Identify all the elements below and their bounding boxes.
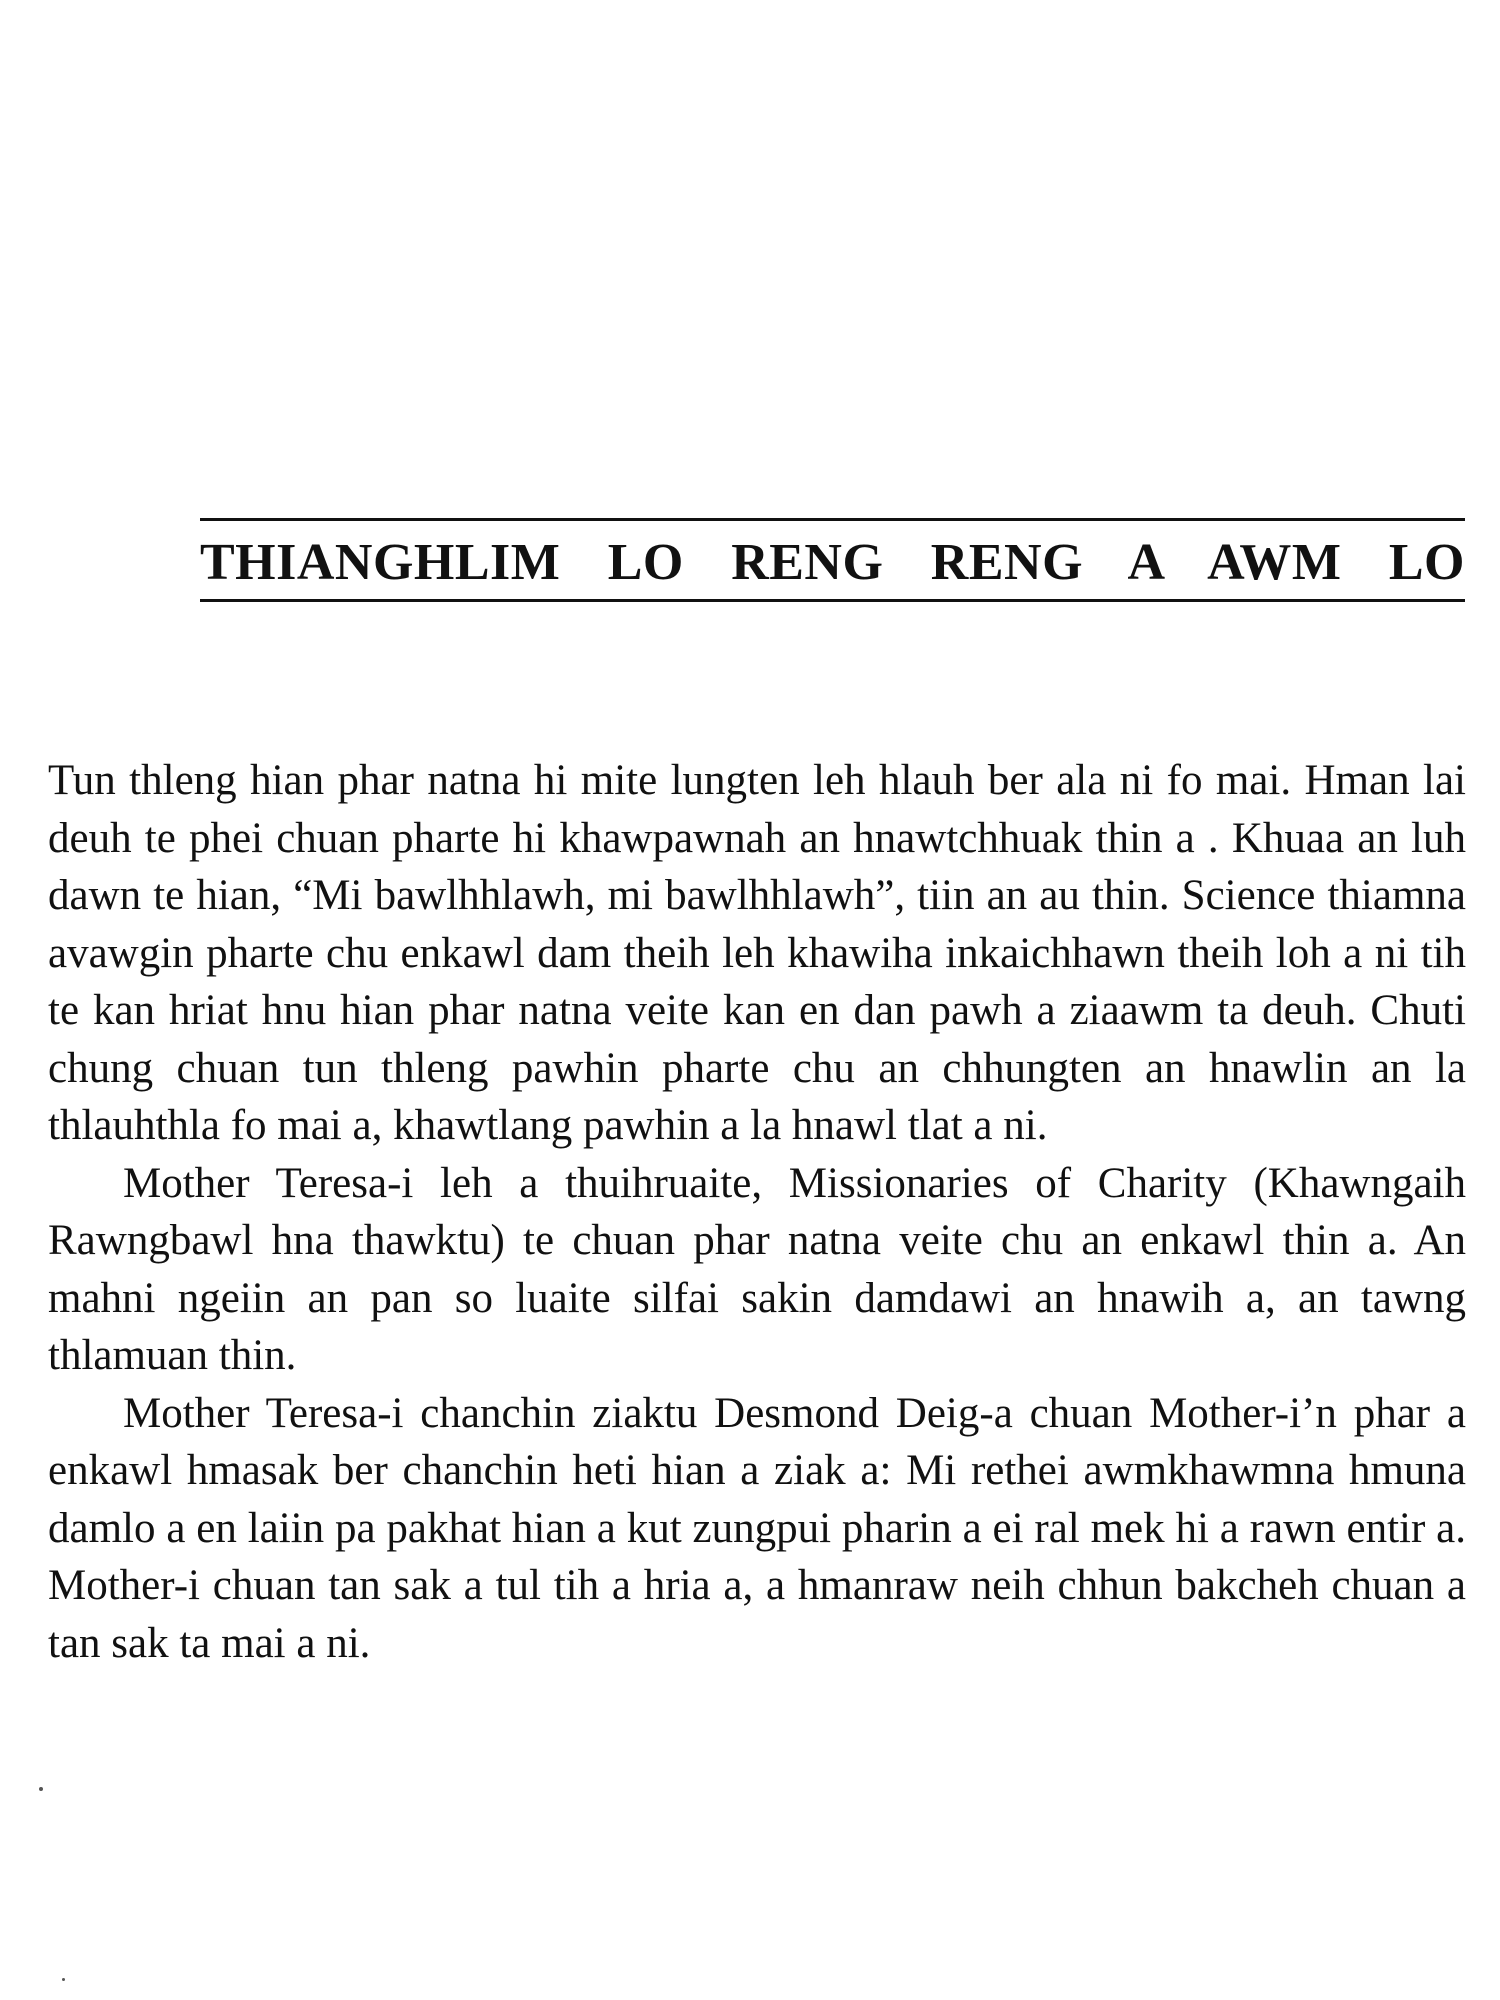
chapter-title: THIANGHLIM LO RENG RENG A AWM LO [200,534,1465,591]
paragraph-3: Mother Teresa-i chanchin ziaktu Desmond Deig-a chuan Mother-i’n phar a enkawl hmasak ber chanchin heti hian a ziak a: Mi rethei awmkhawmna hmuna damlo a en laiin pa pakhat hian a kut zungpui pharin a ei ral mek hi a rawn entir a. Mother-i chuan tan sak a tul tih a hria a, a hmanraw neih chhun bakcheh chuan a tan sak ta mai a ni. [48,1389,1466,1667]
scan-speck [39,1787,43,1791]
paragraph-2: Mother Teresa-i leh a thuihruaite, Missionaries of Charity (Khawngaih Rawngbawl hna thawktu) te chuan phar natna veite chu an enkawl thin a. An mahni ngeiin an pan so luaite silfai sakin damdawi an hnawih a, an tawng thlamuan thin. [48,1159,1466,1379]
scan-speck [62,1978,65,1981]
paragraph-1: Tun thleng hian phar natna hi mite lungten leh hlauh ber ala ni fo mai. Hman lai deuh te phei chuan pharte hi khawpawnah an hnawtchhuak thin a . Khuaa an luh dawn te hian, “Mi bawlhhlawh, mi bawlhhlawh”, tiin an au thin. Science thiamna avawgin pharte chu enkawl dam theih leh khawiha inkaichhawn theih loh a ni tih te kan hriat hnu hian phar natna veite kan en dan pawh a ziaawm ta deuh. Chuti chung chuan tun thleng pawhin pharte chu an chhungten an hnawlin an la thlauhthla fo mai a, khawtlang pawhin a la hnawl tlat a ni. [48,757,1466,1149]
body-text [48,752,1466,1672]
chapter-heading [200,518,1465,602]
heading-bottom-rule [200,599,1465,602]
heading-top-rule [200,518,1465,521]
